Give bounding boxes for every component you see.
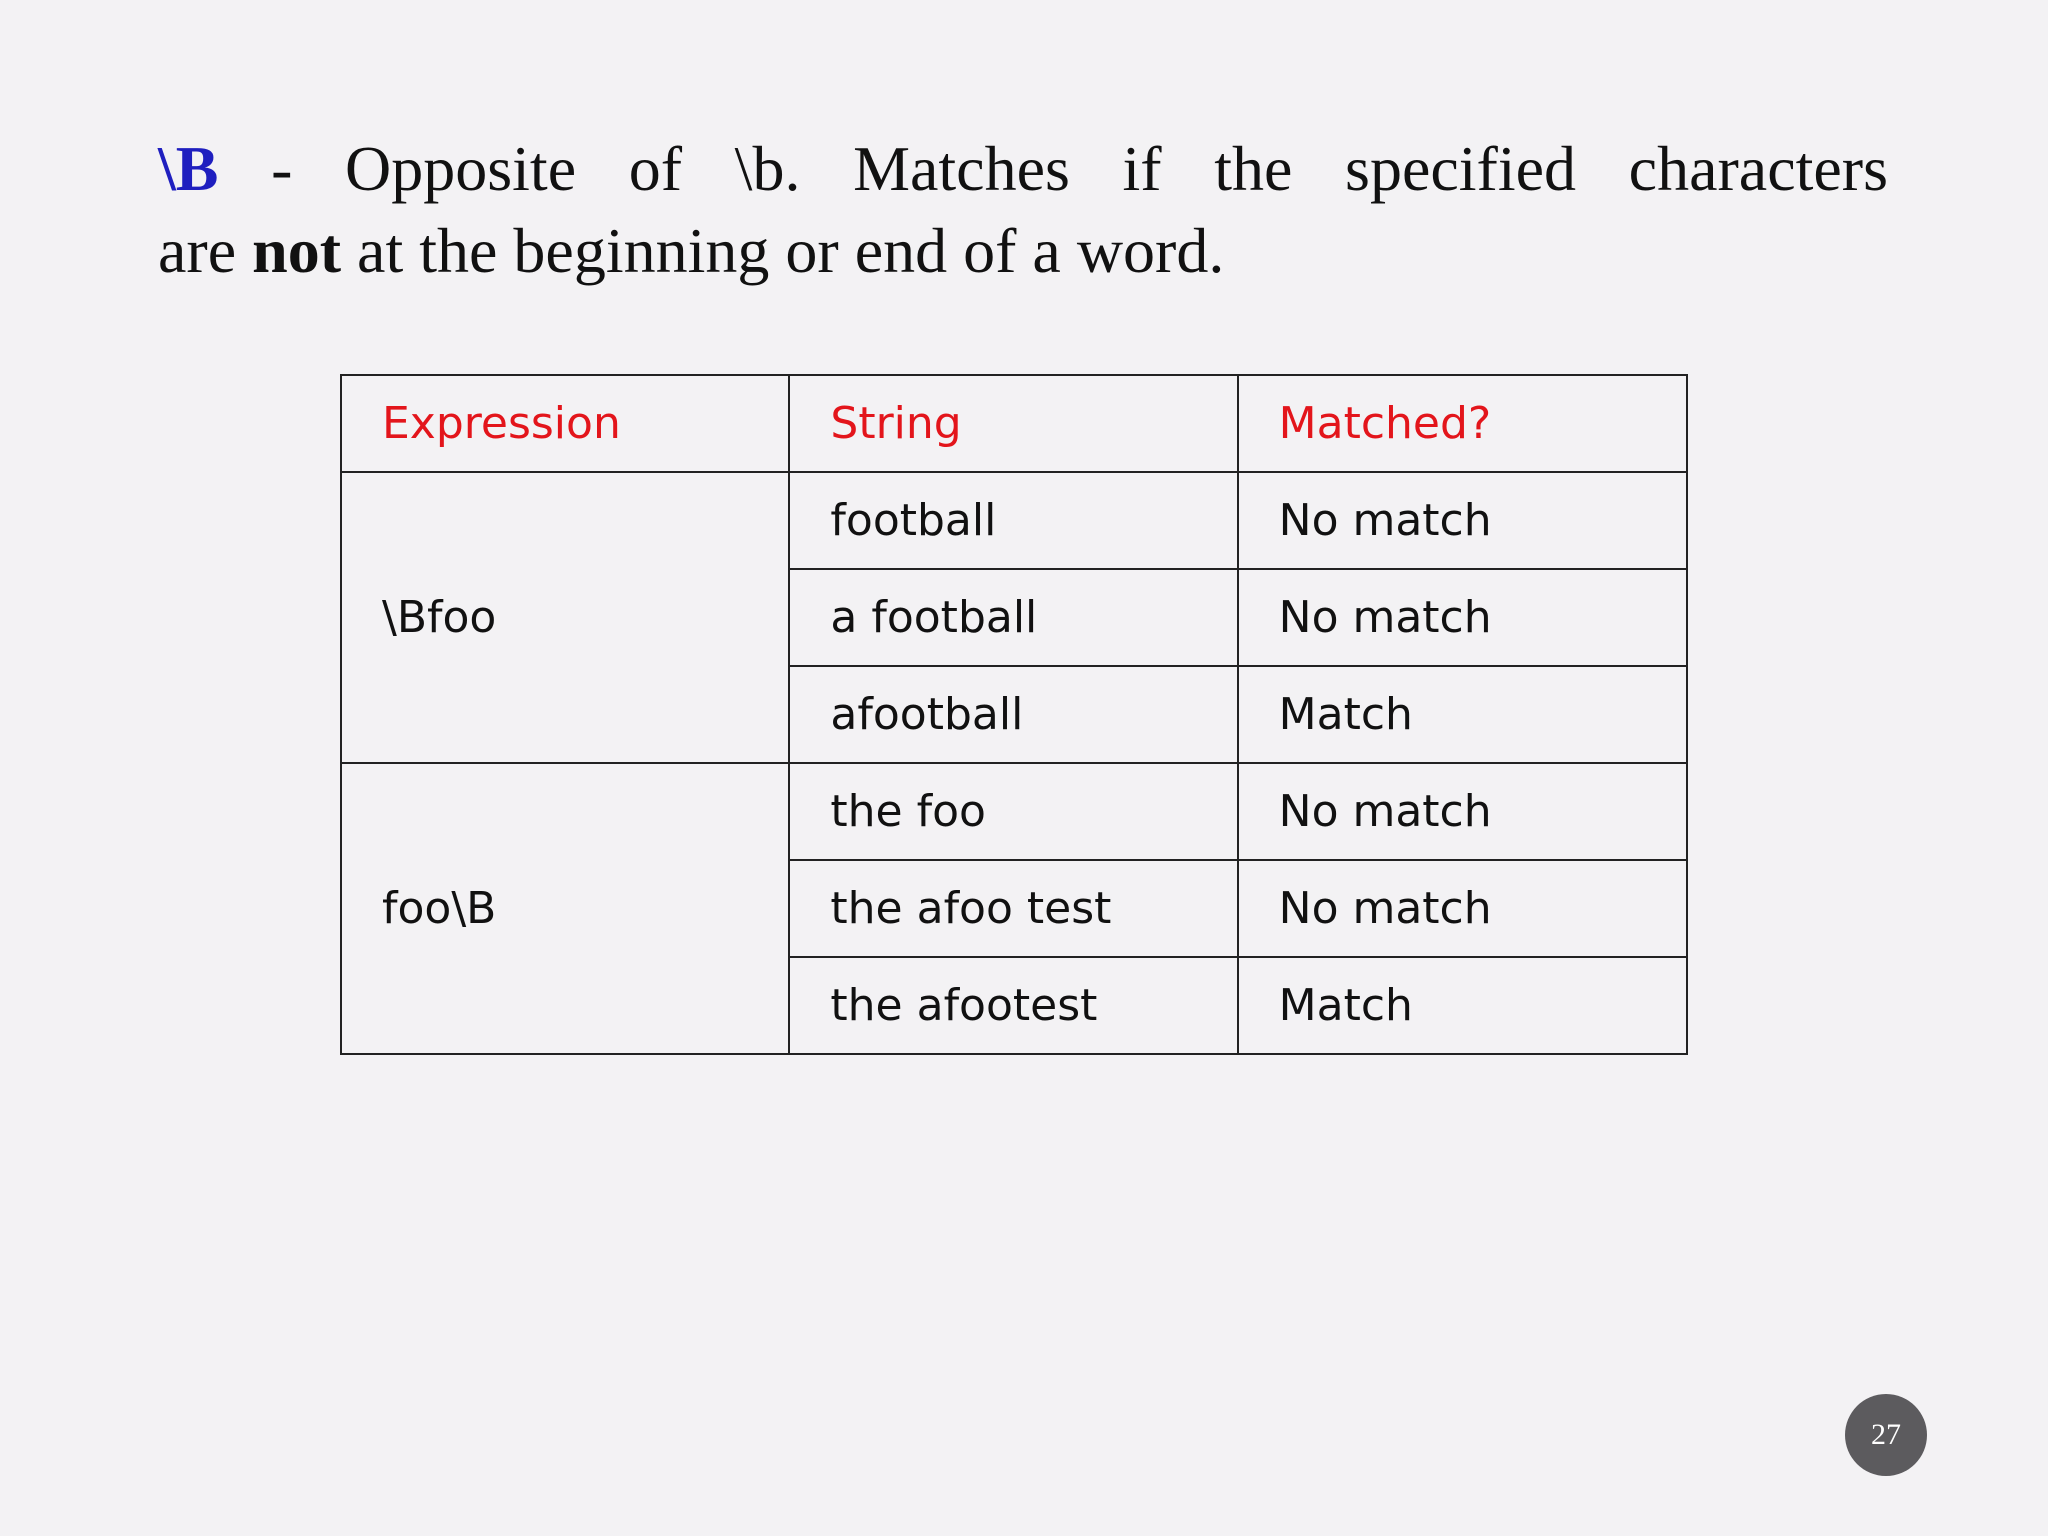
string-cell: the afoo test	[789, 860, 1237, 957]
matched-cell: No match	[1238, 472, 1687, 569]
heading-line-2-post: at the beginning or end of a word.	[341, 215, 1225, 286]
matched-cell: No match	[1238, 569, 1687, 666]
string-cell: football	[789, 472, 1237, 569]
heading-line-2-pre: are	[158, 215, 253, 286]
table-header-row	[341, 375, 1687, 472]
string-cell: afootball	[789, 666, 1237, 763]
string-cell: a football	[789, 569, 1237, 666]
heading-line-1	[158, 128, 1888, 210]
heading-term: \B	[158, 133, 219, 204]
string-cell: the afootest	[789, 957, 1237, 1054]
expression-cell: \Bfoo	[341, 472, 789, 763]
page-number-badge: 27	[1845, 1394, 1927, 1476]
matched-cell: No match	[1238, 763, 1687, 860]
table-row	[341, 472, 1687, 569]
heading-line-1-text: - Opposite of \b. Matches if the specified characters	[218, 133, 1888, 204]
header-matched: Matched?	[1238, 375, 1687, 472]
string-cell: the foo	[789, 763, 1237, 860]
table-row	[341, 763, 1687, 860]
matched-cell: No match	[1238, 860, 1687, 957]
slide-heading	[158, 128, 1888, 292]
header-expression: Expression	[341, 375, 789, 472]
heading-line-2	[158, 210, 1888, 292]
header-string: String	[789, 375, 1237, 472]
expression-cell: foo\B	[341, 763, 789, 1054]
heading-emphasis: not	[252, 215, 342, 286]
regex-table	[340, 374, 1688, 1055]
matched-cell: Match	[1238, 666, 1687, 763]
matched-cell: Match	[1238, 957, 1687, 1054]
